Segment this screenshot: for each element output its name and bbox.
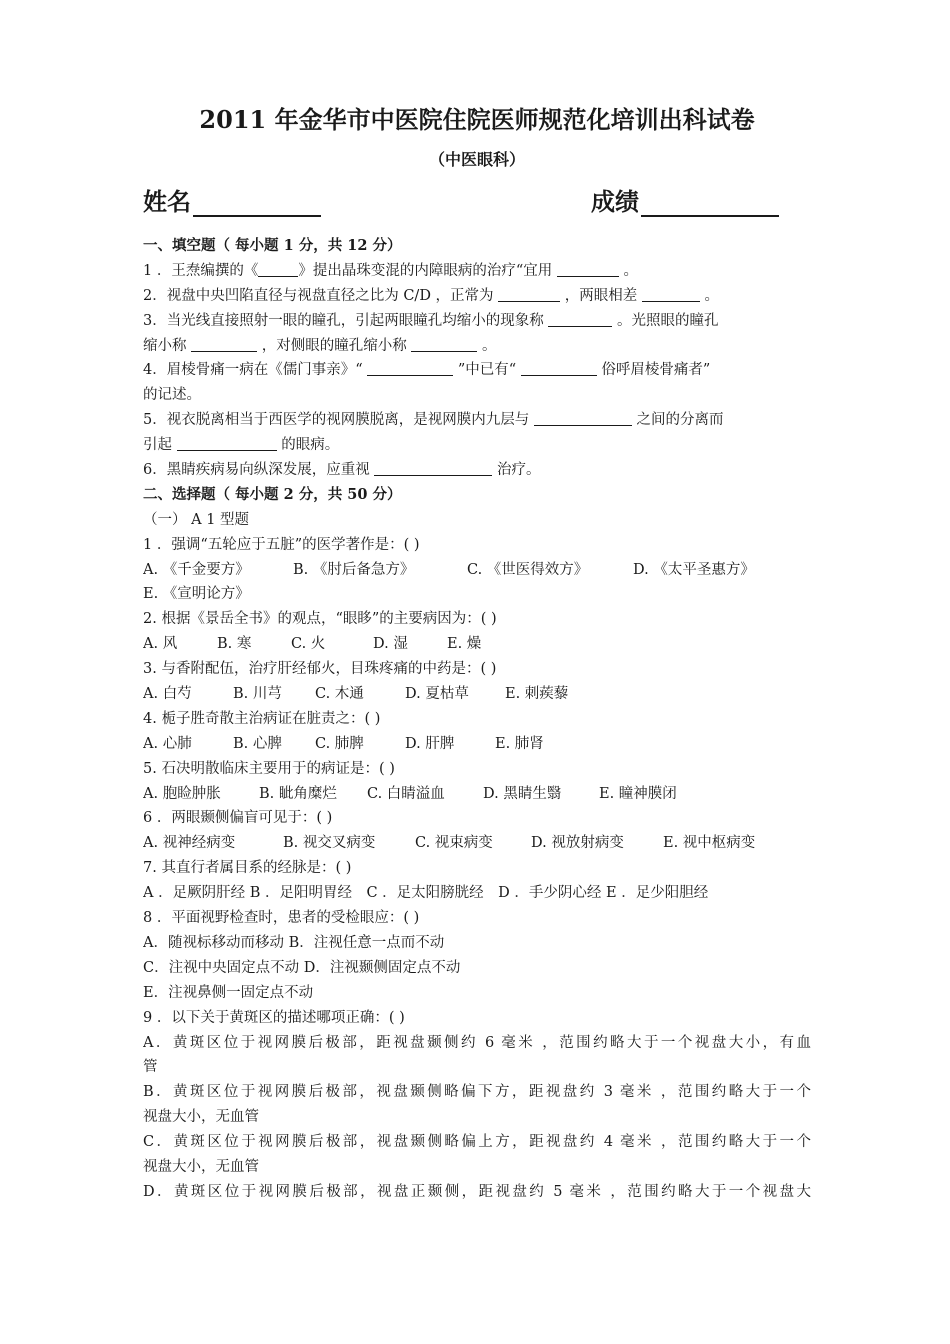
option[interactable]: E. 刺蒺藜 (505, 686, 569, 703)
option[interactable]: B. 视交叉病变 (283, 835, 376, 852)
options-line[interactable]: D．黄斑区位于视网膜后极部，视盘正颞侧，距视盘约 5 毫米 ，范围约略大于一个视盘大 (143, 1183, 811, 1200)
answer-blank[interactable] (521, 359, 597, 376)
question-stem: 7. 其直行者属目系的经脉是：( ) (143, 860, 352, 877)
options-line[interactable]: A ．足厥阴肝经 B ．足阳明胃经 C ．足太阳膀胱经 D ．手少阴心经 E ．足少阳胆经 (143, 885, 709, 902)
answer-blank[interactable] (534, 409, 632, 426)
answer-blank[interactable] (548, 310, 612, 327)
question-line: 的记述。 (143, 387, 201, 404)
option[interactable]: A. 心肺 (143, 735, 192, 752)
options-row (143, 558, 811, 583)
option[interactable]: B. 寒 (217, 636, 252, 653)
answer-blank[interactable] (258, 260, 298, 277)
question-line: 4．眉棱骨痛一病在《儒门事亲》“ ”中已有“ 俗呼眉棱骨痛者” (143, 358, 811, 383)
name-label: 姓名 (143, 187, 191, 216)
option[interactable]: C. 白睛溢血 (367, 785, 445, 802)
section-heading: 二、选择题（ 每小题 2 分，共 50 分） (143, 485, 402, 503)
name-score-row (143, 178, 811, 218)
answer-blank[interactable] (411, 335, 477, 352)
answer-blank[interactable] (367, 359, 453, 376)
section-heading: 一、填空题（ 每小题 1 分，共 12 分） (143, 237, 402, 254)
option[interactable]: A. 白芍 (143, 686, 192, 703)
option[interactable]: D. 《太平圣惠方》 (633, 561, 755, 578)
option[interactable]: C. 《世医得效方》 (467, 561, 589, 578)
question-stem: 4. 栀子胜奇散主治病证在脏责之：( ) (143, 710, 381, 727)
page-subtitle: （中医眼科） (428, 150, 525, 169)
options-row (143, 782, 811, 807)
options-line: 管 (143, 1059, 158, 1076)
option[interactable]: C. 火 (291, 636, 326, 653)
option[interactable]: C. 肺脾 (315, 735, 364, 752)
options-line[interactable]: C．注视中央固定点不动 D．注视颞侧固定点不动 (143, 959, 461, 976)
question-stem: 8 ．平面视野检查时，患者的受检眼应：( ) (143, 910, 420, 927)
option[interactable]: B. 《肘后备急方》 (293, 561, 415, 578)
option[interactable]: E. 《宣明论方》 (143, 586, 250, 603)
exam-page (143, 100, 811, 1205)
question-line: 引起 的眼病。 (143, 433, 811, 458)
option[interactable]: E. 视中枢病变 (663, 835, 756, 852)
question-stem: 6 ．两眼颞侧偏盲可见于：( ) (143, 810, 333, 827)
name-blank[interactable] (193, 191, 321, 217)
answer-blank[interactable] (557, 260, 619, 277)
question-stem: 1 ．强调“五轮应于五脏”的医学著作是：( ) (143, 536, 420, 553)
answer-blank[interactable] (191, 335, 257, 352)
question-line: 6．黑睛疾病易向纵深发展，应重视 治疗。 (143, 458, 811, 483)
score-blank[interactable] (641, 191, 779, 217)
question-stem: 9 ．以下关于黄斑区的描述哪项正确：( ) (143, 1009, 405, 1026)
question-stem: 2. 根据《景岳全书》的观点，“眼眵”的主要病因为：( ) (143, 611, 497, 628)
question-line: 2．视盘中央凹陷直径与视盘直径之比为 C/D ，正常为 ，两眼相差 。 (143, 284, 811, 309)
question-line: 1 ．王焘编撰的《 》提出晶珠变混的内障眼病的治疗“宜用 。 (143, 259, 811, 284)
question-stem: 3. 与香附配伍，治疗肝经郁火，目珠疼痛的中药是：( ) (143, 661, 497, 678)
options-line[interactable]: C．黄斑区位于视网膜后极部，视盘颞侧略偏上方，距视盘约 4 毫米 ，范围约略大于一个 (143, 1134, 811, 1151)
option[interactable]: C. 视束病变 (415, 835, 493, 852)
answer-blank[interactable] (374, 459, 492, 476)
score-label: 成绩 (591, 187, 639, 216)
options-line[interactable]: A．随视标移动而移动 B．注视任意一点而不动 (143, 934, 445, 951)
question-line: 5．视衣脱离相当于西医学的视网膜脱离，是视网膜内九层与 之间的分离而 (143, 408, 811, 433)
option[interactable]: A. 风 (143, 636, 178, 653)
score-field (591, 182, 779, 217)
options-line: 视盘大小，无血管 (143, 1158, 259, 1175)
option[interactable]: D. 肝脾 (405, 735, 455, 752)
question-stem: 5. 石决明散临床主要用于的病证是：( ) (143, 760, 395, 777)
option[interactable]: D. 视放射病变 (531, 835, 624, 852)
option[interactable]: A. 《千金要方》 (143, 561, 250, 578)
option[interactable]: D. 黑睛生翳 (483, 785, 562, 802)
answer-blank[interactable] (177, 434, 277, 451)
option[interactable]: B. 川芎 (233, 686, 282, 703)
option[interactable]: E. 燥 (447, 636, 482, 653)
answer-blank[interactable] (642, 285, 700, 302)
option[interactable]: C. 木通 (315, 686, 364, 703)
subsection-heading: （一） A 1 型题 (143, 511, 250, 528)
question-line: 缩小称 ，对侧眼的瞳孔缩小称 。 (143, 334, 811, 359)
options-row (143, 632, 811, 657)
page-title: 2011 年金华市中医院住院医师规范化培训出科试卷 (199, 105, 755, 134)
option[interactable]: E. 肺肾 (495, 735, 544, 752)
options-line: 视盘大小，无血管 (143, 1109, 259, 1126)
option[interactable]: B. 眦角糜烂 (259, 785, 337, 802)
name-field (143, 182, 321, 217)
options-line[interactable]: E．注视鼻侧一固定点不动 (143, 984, 314, 1001)
options-row (143, 732, 811, 757)
option[interactable]: B. 心脾 (233, 735, 282, 752)
option[interactable]: A. 视神经病变 (143, 835, 236, 852)
option[interactable]: A. 胞睑肿胀 (143, 785, 221, 802)
exam-content (143, 234, 811, 1205)
option[interactable]: D. 夏枯草 (405, 686, 469, 703)
option[interactable]: D. 湿 (373, 636, 408, 653)
answer-blank[interactable] (498, 285, 560, 302)
options-row (143, 831, 811, 856)
options-line[interactable]: B．黄斑区位于视网膜后极部，视盘颞侧略偏下方，距视盘约 3 毫米 ，范围约略大于一个 (143, 1084, 811, 1101)
options-row (143, 682, 811, 707)
question-line: 3．当光线直接照射一眼的瞳孔，引起两眼瞳孔均缩小的现象称 。光照眼的瞳孔 (143, 309, 811, 334)
options-line[interactable]: A．黄斑区位于视网膜后极部，距视盘颞侧约 6 毫米 ，范围约略大于一个视盘大小，有血 (143, 1034, 811, 1051)
option[interactable]: E. 瞳神膜闭 (599, 785, 677, 802)
